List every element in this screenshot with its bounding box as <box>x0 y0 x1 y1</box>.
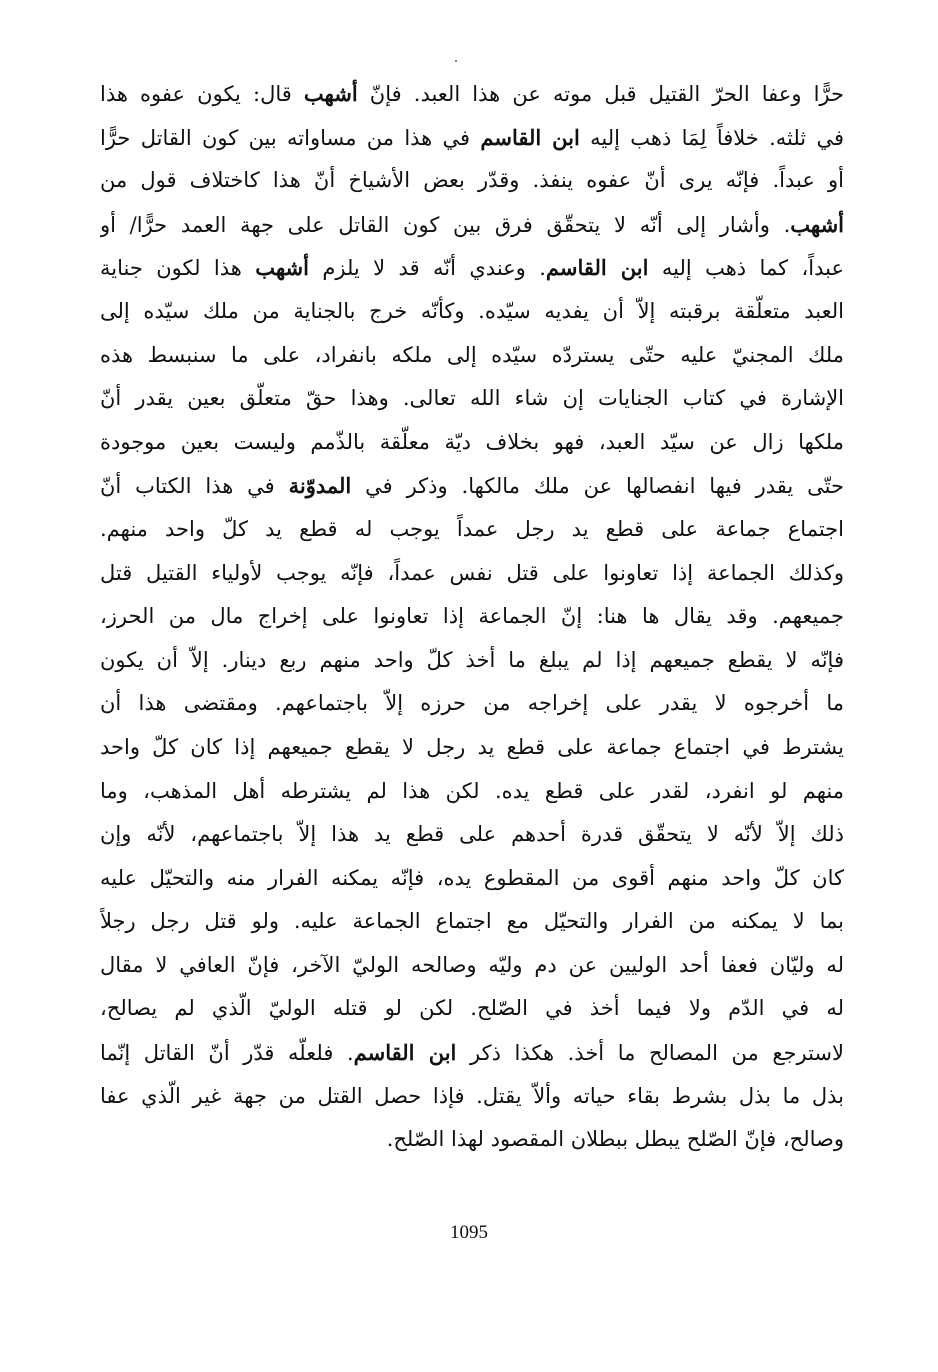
text-run: عبداً، كما ذهب إليه <box>648 256 844 281</box>
text-run: وكذلك الجماعة إذا تعاونوا على قتل نفس عمداً، فإنّه يوجب لأولياء القتيل قتل <box>100 560 844 585</box>
text-line <box>100 464 844 508</box>
text-run: لاسترجع من المصالح ما أخذ. هكذا ذكر <box>456 1041 844 1066</box>
text-run: كان كلّ واحد منهم أقوى من المقطوع يده، فإنّه يمكنه الفرار منه والتحيّل عليه <box>100 865 844 890</box>
text-line <box>100 900 844 944</box>
text-run: في هذا الكتاب أنّ <box>100 474 289 499</box>
text-line <box>100 987 844 1031</box>
bold-name: أشهب <box>255 255 309 281</box>
text-line <box>100 770 844 814</box>
text-line <box>100 595 844 639</box>
text-run: قال: يكون عفوه هذا <box>100 82 304 106</box>
body-text <box>100 72 844 1162</box>
text-run: في ثلثه. خلافاً لِمَا ذهب إليه <box>579 125 844 150</box>
text-line <box>100 72 844 116</box>
text-line <box>100 116 844 160</box>
text-run: حرًّا وعفا الحرّ القتيل قبل موته عن هذا العبد. فإنّ <box>357 82 844 106</box>
text-run: العبد متعلّقة برقبته إلاّ أن يفديه سيّده. وكأنّه خرج بالجناية من ملك سيّده إلى <box>100 298 844 323</box>
text-line <box>100 508 844 552</box>
text-line <box>100 421 844 465</box>
text-run: . وعندي أنّه قد لا يلزم <box>308 256 546 281</box>
text-run: جميعهم. وقد يقال ها هنا: إنّ الجماعة إذا تعاونوا على إخراج مال من الحرز، <box>100 604 844 629</box>
bold-name: أشهب <box>790 211 844 237</box>
text-line <box>100 203 844 247</box>
text-run: له وليّان فعفا أحد الوليين عن دم وليّه وصالحه الوليّ الآخر، فإنّ العافي لا مقال <box>100 952 844 977</box>
scan-speck <box>455 60 457 62</box>
text-line <box>100 246 844 290</box>
text-run: بذل ما بذل بشرط بقاء حياته وألاّ يقتل. فإذا حصل القتل من جهة غير الّذي عفا <box>100 1083 844 1108</box>
bold-name: المدوّنة <box>288 473 352 499</box>
text-line <box>100 857 844 901</box>
text-line <box>100 944 844 988</box>
text-line <box>100 1075 844 1119</box>
text-line <box>100 639 844 683</box>
text-line <box>100 552 844 596</box>
text-run: فإنّه لا يقطع جميعهم إذا لم يبلغ ما أخذ كلّ واحد منهم ربع دينار. إلاّ أن يكون <box>100 647 844 672</box>
text-line <box>100 813 844 857</box>
text-run: يشترط في اجتماع جماعة على قطع يد رجل لا يقطع جميعهم إذا كان كلّ واحد <box>100 734 844 759</box>
text-line <box>100 159 844 203</box>
bold-name: ابن القاسم <box>545 255 649 281</box>
text-run: هذا لكون جناية <box>100 256 256 281</box>
text-run: ملك المجنيّ عليه حتّى يستردّه سيّده إلى ملكه بانفراد، على ما سنبسط هذه <box>100 342 844 367</box>
text-run: اجتماع جماعة على قطع يد رجل عمداً يوجب له قطع يد كلّ واحد منهم. <box>100 516 844 541</box>
text-run: منهم لو انفرد، لقدر على قطع يده. لكن هذا لم يشترطه أهل المذهب، وما <box>100 778 844 803</box>
text-run: ما أخرجوه لا يقدر على إخراجه من حرزه إلاّ باجتماعهم. ومقتضى هذا أن <box>100 691 844 716</box>
text-line <box>100 726 844 770</box>
text-run: أو عبداً. فإنّه يرى أنّ عفوه ينفذ. وقدّر بعض الأشياخ أنّ هذا كاختلاف قول من <box>100 168 844 193</box>
text-run: الإشارة في كتاب الجنايات إن شاء الله تعالى. وهذا حقّ متعلّق بعين يقدر أنّ <box>100 386 844 411</box>
page-number: 1095 <box>450 1222 488 1243</box>
text-line <box>100 682 844 726</box>
text-run: له في الدّم ولا فيما أخذ في الصّلح. لكن لو قتله الوليّ الّذي لم يصالح، <box>100 996 844 1021</box>
bold-name: ابن القاسم <box>353 1040 457 1066</box>
text-line <box>100 290 844 334</box>
text-line <box>100 334 844 378</box>
text-line <box>100 1031 844 1075</box>
text-run: بما لا يمكنه من الفرار والتحيّل مع اجتماع الجماعة عليه. ولو قتل رجل رجلاً <box>100 909 844 934</box>
text-run: ملكها زال عن سيّد العبد، فهو بخلاف ديّة معلّقة بالذّمم وليست بعين موجودة <box>100 429 844 454</box>
text-run: ذلك إلاّ لأنّه لا يتحقّق قدرة أحدهم على قطع يد هذا إلاّ باجتماعهم، لأنّه وإن <box>100 822 844 847</box>
text-run: . فلعلّه قدّر أنّ القاتل إنّما <box>100 1041 354 1066</box>
bold-name: ابن القاسم <box>480 124 580 150</box>
bold-name: أشهب <box>303 81 358 106</box>
text-line <box>100 377 844 421</box>
text-run: . وأشار إلى أنّه لا يتحقّق فرق بين كون القاتل على جهة العمد حرًّا/ أو <box>100 212 791 237</box>
text-run: في هذا من مساواته بين كون القاتل حرًّا <box>100 125 481 150</box>
text-run: وصالح، فإنّ الصّلح يبطل ببطلان المقصود لهذا الصّلح. <box>386 1127 844 1152</box>
text-line <box>100 1118 844 1162</box>
text-run: حتّى يقدر فيها انفصالها عن ملك مالكها. وذكر في <box>351 474 844 499</box>
